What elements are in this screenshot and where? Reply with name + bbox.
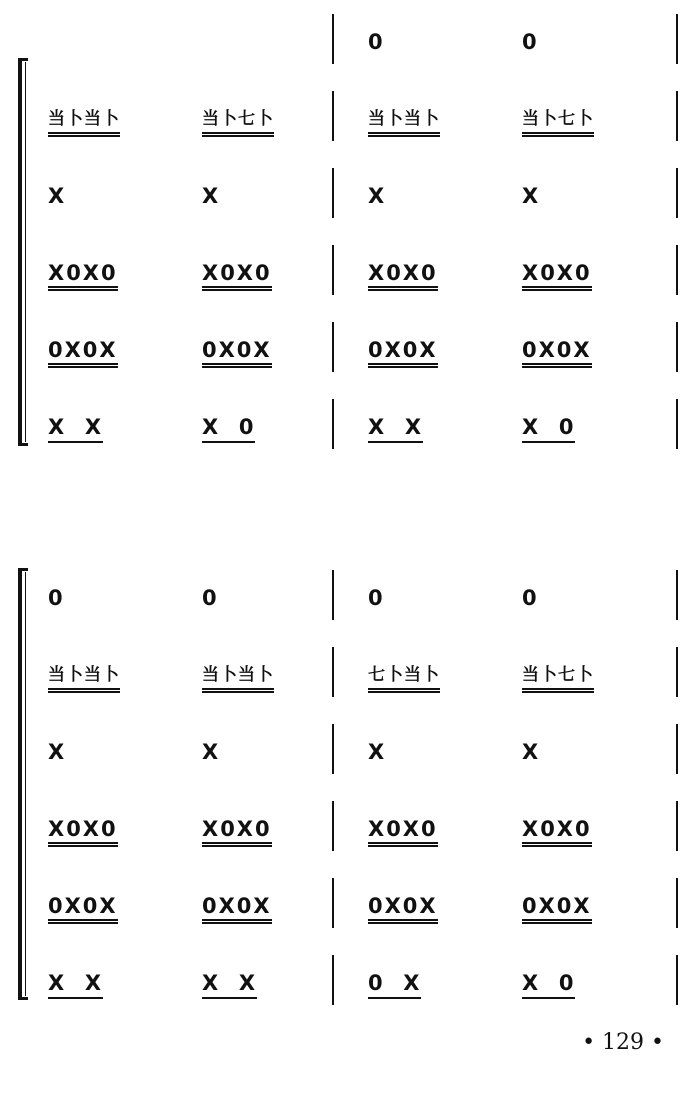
- note-cell: X: [48, 740, 67, 764]
- barline: [332, 91, 334, 141]
- note-cell: 0X0X: [522, 894, 592, 924]
- note-cell: X 0: [202, 415, 255, 443]
- note-cell: 0X0X: [48, 894, 118, 924]
- barline: [676, 570, 678, 620]
- barline: [676, 14, 678, 64]
- note-cell: X X: [368, 415, 423, 443]
- note-cell: 0X0X: [368, 338, 438, 368]
- barline: [676, 168, 678, 218]
- note-cell: 0: [48, 586, 65, 610]
- barline: [676, 91, 678, 141]
- note-cell: X0X0: [48, 817, 118, 847]
- note-cell: X0X0: [368, 817, 438, 847]
- note-cell: X0X0: [202, 261, 272, 291]
- note-cell: X: [522, 184, 541, 208]
- barline: [676, 878, 678, 928]
- barline: [676, 801, 678, 851]
- note-cell: 0X0X: [522, 338, 592, 368]
- bracket-tick-top: [18, 58, 28, 61]
- note-cell: X 0: [522, 971, 575, 999]
- barline: [332, 399, 334, 449]
- note-cell: X: [202, 184, 221, 208]
- note-cell: X: [522, 740, 541, 764]
- barline: [676, 322, 678, 372]
- barline: [332, 245, 334, 295]
- bracket-tick-top: [18, 568, 28, 571]
- note-cell: X0X0: [522, 817, 592, 847]
- note-cell: 当卜当卜: [48, 663, 120, 693]
- barline: [676, 724, 678, 774]
- note-cell: X 0: [522, 415, 575, 443]
- barline: [676, 245, 678, 295]
- barline: [676, 647, 678, 697]
- bracket-inner-line: [25, 62, 26, 442]
- note-cell: 当卜当卜: [48, 107, 120, 137]
- barline: [332, 724, 334, 774]
- note-cell: 0X0X: [202, 894, 272, 924]
- barline: [332, 570, 334, 620]
- note-cell: 当卜七卜: [522, 663, 594, 693]
- barline: [332, 955, 334, 1005]
- note-cell: 0: [522, 30, 539, 54]
- note-cell: 0X0X: [202, 338, 272, 368]
- note-cell: X0X0: [48, 261, 118, 291]
- note-cell: 0: [368, 586, 385, 610]
- note-cell: X0X0: [202, 817, 272, 847]
- note-cell: X: [368, 184, 387, 208]
- note-cell: X: [48, 184, 67, 208]
- note-cell: X: [368, 740, 387, 764]
- barline: [332, 878, 334, 928]
- note-cell: X X: [48, 415, 103, 443]
- barline: [332, 647, 334, 697]
- barline: [332, 168, 334, 218]
- note-cell: 当卜七卜: [522, 107, 594, 137]
- note-cell: 0: [522, 586, 539, 610]
- barline: [676, 955, 678, 1005]
- barline: [332, 322, 334, 372]
- note-cell: 0X0X: [48, 338, 118, 368]
- system-bracket: [18, 568, 22, 1000]
- bracket-inner-line: [25, 572, 26, 996]
- note-cell: 当卜当卜: [202, 663, 274, 693]
- system-bracket: [18, 58, 22, 446]
- note-cell: X0X0: [522, 261, 592, 291]
- note-cell: 0: [368, 30, 385, 54]
- note-cell: 0 X: [368, 971, 421, 999]
- note-cell: X X: [48, 971, 103, 999]
- note-cell: 当卜七卜: [202, 107, 274, 137]
- barline: [332, 14, 334, 64]
- note-cell: 七卜当卜: [368, 663, 440, 693]
- bracket-tick-bottom: [18, 443, 28, 446]
- bracket-tick-bottom: [18, 997, 28, 1000]
- note-cell: X0X0: [368, 261, 438, 291]
- note-cell: 当卜当卜: [368, 107, 440, 137]
- note-cell: 0: [202, 586, 219, 610]
- note-cell: X: [202, 740, 221, 764]
- barline: [332, 801, 334, 851]
- barline: [676, 399, 678, 449]
- page-number: • 129 •: [582, 1030, 664, 1055]
- note-cell: X X: [202, 971, 257, 999]
- note-cell: 0X0X: [368, 894, 438, 924]
